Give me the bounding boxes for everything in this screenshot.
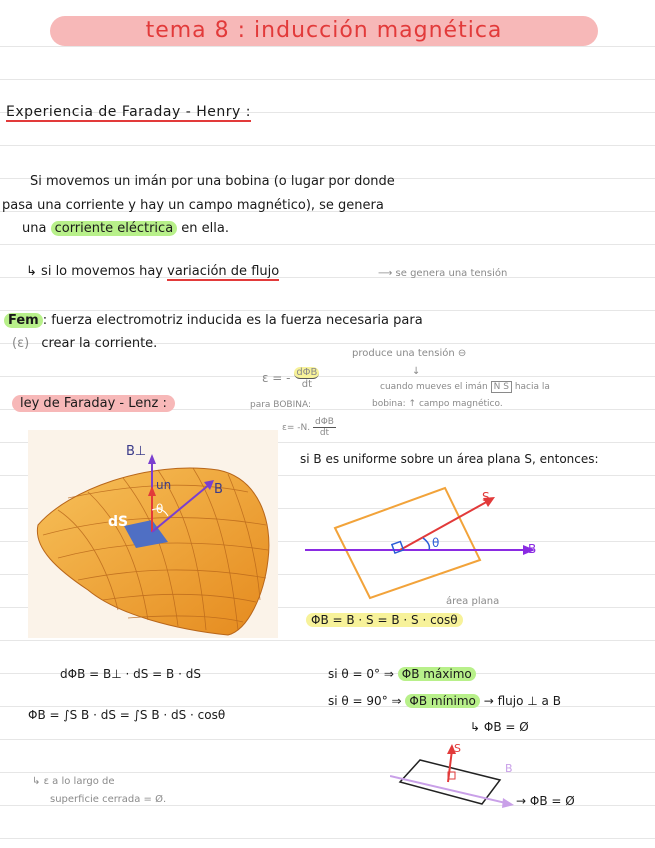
fem-line-2: crear la corriente. — [41, 336, 158, 351]
b-label-2: B — [505, 762, 513, 775]
d-flux-equation: dΦB = B⊥ · dS = B · dS — [60, 667, 201, 681]
case2-post: → flujo ⊥ a B — [483, 694, 561, 708]
section-heading-faraday — [6, 104, 251, 120]
magnet-ns-box: N S — [491, 381, 512, 393]
final-result-text: ΦB = Ø — [529, 794, 575, 808]
paragraph-line-1: Si movemos un imán por una bobina (o lugar por donde — [30, 174, 395, 189]
fem-label: Fem — [4, 313, 43, 328]
paragraph-line-3-pre: una — [22, 221, 47, 236]
down-arrow-icon: ↓ — [412, 366, 421, 377]
paragraph-line-2: pasa una corriente y hay un campo magnético), se genera — [2, 198, 384, 213]
bobina-equation — [282, 417, 336, 438]
case2-pre: si θ = 90° ⇒ — [328, 694, 402, 708]
closed-surface-note-2: superficie cerrada = Ø. — [50, 794, 167, 805]
final-result — [516, 794, 575, 808]
ds-label: dS — [108, 514, 129, 530]
page-title: tema 8 : inducción magnética — [145, 18, 503, 43]
lenz-eq-lhs: ε = - — [262, 371, 291, 385]
bperp-label: B⊥ — [126, 444, 147, 459]
bobina-eq-den: dt — [319, 428, 330, 438]
uniform-text: si B es uniforme sobre un área plana S, entonces: — [300, 452, 599, 466]
surface-svg — [28, 430, 278, 638]
fem-definition — [4, 313, 423, 328]
bobina-eq-fraction — [313, 417, 336, 438]
flux-variation-line — [26, 264, 279, 279]
paragraph-line-3 — [22, 221, 229, 236]
paragraph-line-3-post: en ella. — [181, 221, 229, 236]
flux-equation: ΦB = B · S = B · S · cosθ — [306, 613, 463, 627]
curved-arrow-icon: ↳ — [26, 264, 37, 279]
bobina-eq-lhs: ε= -N. — [282, 423, 311, 433]
arrow-right-icon: ⟶ — [378, 268, 393, 279]
fem-symbol: (ε) — [12, 336, 30, 351]
flux-variation-underlined: variación de flujo — [167, 264, 280, 279]
para-bobina-note: para BOBINA: — [250, 400, 311, 410]
case2-result — [470, 720, 529, 734]
closed-surface-note-1 — [32, 776, 115, 787]
fem-line-1: : fuerza electromotriz inducida es la fuerza necesaria para — [42, 313, 423, 328]
produce-note: produce una tensión ⊖ — [352, 348, 467, 359]
case1-highlight: ΦB máximo — [398, 667, 476, 681]
curved-arrow-icon-3: ↳ — [470, 720, 481, 734]
theta-label: θ — [156, 502, 164, 516]
area-note: área plana — [446, 596, 500, 607]
lenz-equation — [262, 367, 319, 390]
plane-diagram — [305, 480, 545, 600]
section-heading-text: Experiencia de Faraday - Henry : — [6, 104, 251, 120]
theta-angle-label: θ — [432, 536, 440, 550]
bobina-note: bobina: ↑ campo magnético. — [372, 399, 503, 409]
curved-arrow-icon-2: ↳ — [32, 776, 41, 787]
flux-variation-pre: si lo movemos hay — [41, 264, 163, 279]
hacia-note: hacia la — [514, 382, 550, 392]
b-vector-label: B — [214, 482, 223, 497]
case1-pre: si θ = 0° ⇒ — [328, 667, 394, 681]
case2-result-text: ΦB = Ø — [483, 720, 529, 734]
case2-highlight: ΦB mínimo — [405, 694, 480, 708]
lenz-eq-den: dt — [301, 379, 313, 390]
un-label: un — [156, 478, 172, 492]
fem-line-2-row — [12, 336, 157, 351]
lenz-eq-num: dΦB — [296, 367, 318, 378]
b-field-label: B — [528, 542, 537, 556]
surface-diagram — [28, 430, 278, 638]
case-0deg — [328, 667, 476, 681]
tension-note-text: se genera una tensión — [395, 268, 508, 279]
case-90deg — [328, 694, 561, 708]
s-vector-label: S — [482, 490, 490, 504]
s-label-2: S — [454, 742, 461, 755]
flux-integral-equation: ΦB = ∫S B · dS = ∫S B · dS · cosθ — [28, 708, 226, 722]
cuando-note — [380, 382, 550, 392]
cuando-note-text: cuando mueves el imán — [380, 382, 488, 392]
arrow-right-icon-2: → — [516, 794, 527, 808]
bobina-eq-num: dΦB — [314, 417, 334, 427]
tension-note — [378, 268, 507, 279]
corriente-highlight: corriente eléctrica — [51, 221, 178, 236]
lenz-label: ley de Faraday - Lenz : — [12, 395, 175, 412]
closed-surface-text-1: ε a lo largo de — [43, 776, 115, 787]
lenz-eq-fraction — [294, 367, 319, 390]
